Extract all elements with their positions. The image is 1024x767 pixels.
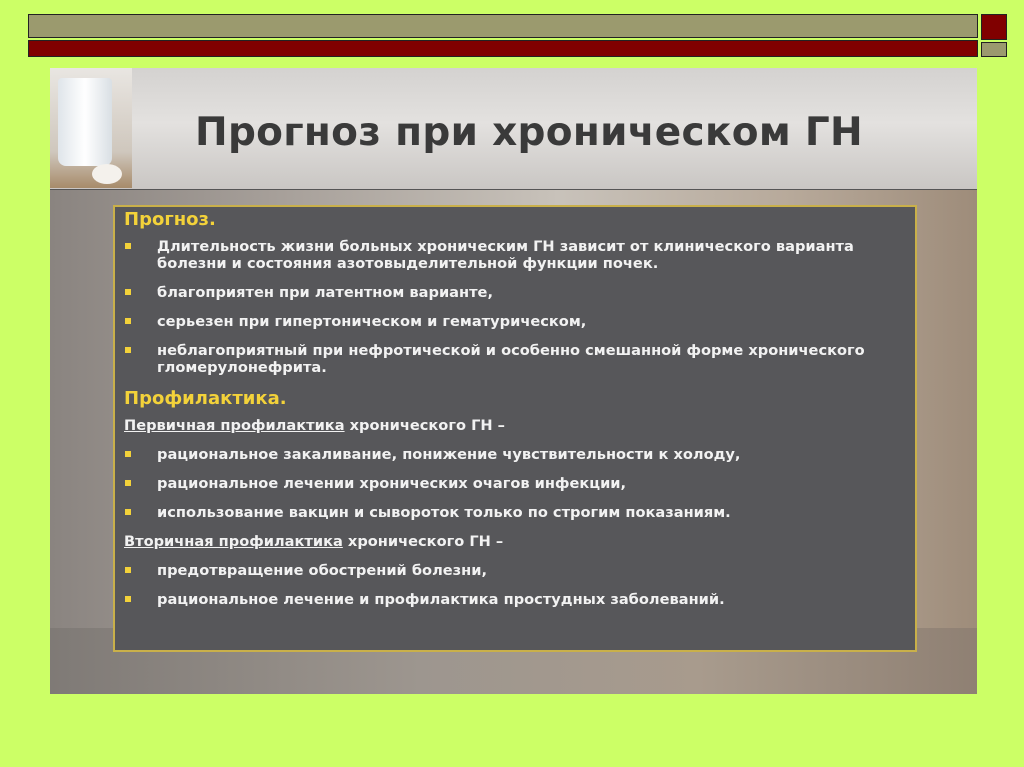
list-item: Длительность жизни больных хроническим ГН зависит от клинического варианта болезни и состояния азотовыделительной функции почек. — [124, 238, 905, 272]
secondary-prevention-list — [124, 562, 905, 608]
slide-title: Прогноз при хроническом ГН — [195, 110, 863, 155]
bullet-icon — [125, 289, 131, 295]
list-item: рациональное закаливание, понижение чувствительности к холоду, — [124, 446, 905, 463]
list-item: рациональное лечении хронических очагов инфекции, — [124, 475, 905, 492]
bullet-icon — [125, 451, 131, 457]
egg-icon — [92, 164, 122, 184]
milk-glass-icon — [58, 78, 112, 166]
list-item: рациональное лечение и профилактика простудных заболеваний. — [124, 591, 905, 608]
bullet-icon — [125, 509, 131, 515]
primary-prevention-list — [124, 446, 905, 521]
primary-prevention-label: Первичная профилактика хронического ГН – — [124, 417, 505, 434]
corner-decor-square-olive — [981, 42, 1007, 57]
bullet-icon — [125, 318, 131, 324]
content-box — [113, 205, 917, 652]
bullet-icon — [125, 567, 131, 573]
list-item: использование вакцин и сывороток только по строгим показаниям. — [124, 504, 905, 521]
prognosis-list — [124, 238, 905, 376]
top-decor-bar-red — [28, 40, 978, 57]
bullet-icon — [125, 347, 131, 353]
list-item: благоприятен при латентном варианте, — [124, 284, 905, 301]
title-divider — [50, 189, 977, 190]
list-item: предотвращение обострений болезни, — [124, 562, 905, 579]
secondary-prevention-label: Вторичная профилактика хронического ГН – — [124, 533, 504, 550]
prevention-heading: Профилактика. — [124, 388, 287, 409]
top-decor-bar-olive — [28, 14, 978, 38]
bullet-icon — [125, 243, 131, 249]
bullet-icon — [125, 596, 131, 602]
list-item: серьезен при гипертоническом и гематурическом, — [124, 313, 905, 330]
list-item: неблагоприятный при нефротической и особенно смешанной форме хронического гломерулонефрита. — [124, 342, 905, 376]
corner-decor-square-red — [981, 14, 1007, 40]
milk-photo — [50, 68, 132, 188]
prognosis-heading: Прогноз. — [124, 209, 216, 230]
bullet-icon — [125, 480, 131, 486]
